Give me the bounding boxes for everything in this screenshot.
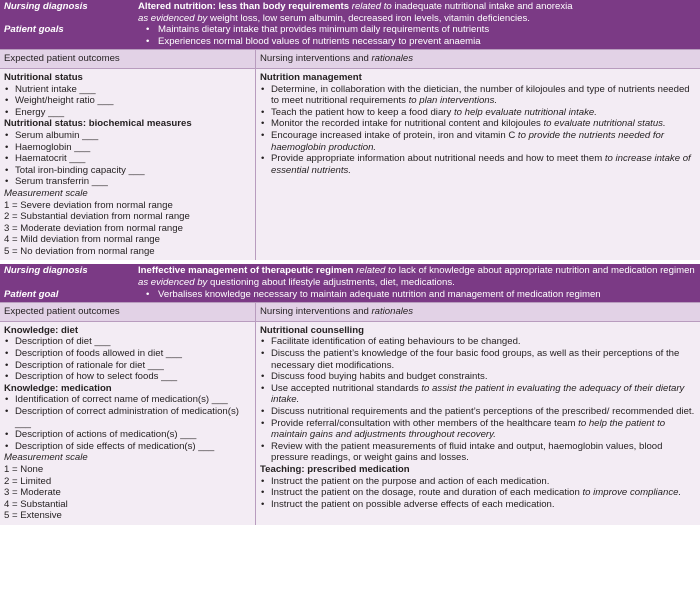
scale-item: 1 = None: [4, 463, 44, 475]
outcome-item: • Energy ___: [4, 107, 251, 119]
goal-item: • Experiences normal blood values of nutrients necessary to prevent anaemia: [138, 36, 696, 48]
scale-item: 4 = Substantial: [4, 498, 68, 510]
column-headers-2: [0, 302, 700, 322]
interventions-cell-1: [255, 69, 700, 261]
outcome-item: • Total iron-binding capacity ___: [4, 165, 251, 177]
intervention-item: • Teach the patient how to keep a food diary to help evaluate nutritional intake.: [260, 107, 696, 119]
outcome-item: • Description of how to select foods ___: [4, 371, 251, 383]
outcomes-column-header: Expected patient outcomes: [4, 53, 120, 65]
outcomes-cell-2: [0, 322, 255, 525]
goals-label: Patient goals: [4, 24, 64, 36]
goal-item: • Verbalises knowledge necessary to maintain adequate nutrition and management of medication regimen: [138, 289, 696, 301]
column-headers-1: [0, 49, 700, 69]
subheading: Knowledge: diet: [4, 324, 79, 336]
outcomes-cell-1: [0, 69, 255, 261]
outcome-item: • Serum albumin ___: [4, 130, 251, 142]
section-body-1: [0, 69, 700, 261]
diagnosis-label: Nursing diagnosis: [4, 265, 88, 277]
scale-item: 2 = Limited: [4, 475, 52, 487]
diagnosis-header-2: [0, 264, 700, 302]
outcome-item: • Description of correct administration of medication(s) ___: [4, 406, 251, 429]
intervention-item: • Instruct the patient on the dosage, route and duration of each medication to improve compliance.: [260, 487, 696, 499]
intervention-item: • Determine, in collaboration with the dietician, the number of kilojoules and type of nutrients needed to meet nutritional requirements to plan interventions.: [260, 84, 696, 107]
interventions-cell-2: [255, 322, 700, 525]
outcome-item: • Description of foods allowed in diet ___: [4, 348, 251, 360]
scale-item: 4 = Mild deviation from normal range: [4, 234, 160, 246]
interventions-column-header: Nursing interventions and rationales: [255, 50, 700, 68]
subheading: Nutritional counselling: [260, 324, 364, 336]
intervention-item: • Discuss food buying habits and budget constraints.: [260, 371, 696, 383]
subheading: Nutrition management: [260, 71, 362, 83]
intervention-item: • Instruct the patient on the purpose and action of each medication.: [260, 476, 696, 488]
goals-list: [138, 289, 696, 301]
scale-heading: Measurement scale: [4, 452, 88, 464]
outcome-item: • Nutrient intake ___: [4, 84, 251, 96]
outcome-item: • Serum transferrin ___: [4, 176, 251, 188]
diagnosis-text: Altered nutrition: less than body requirements related to inadequate nutritional intake and anorexia as evidenced by weight loss, low serum albumin, decreased iron levels, vitamin deficiencies.: [138, 1, 573, 24]
intervention-item: • Provide appropriate information about nutritional needs and how to meet them to increase intake of essential nutrients.: [260, 153, 696, 176]
outcome-item: • Description of rationale for diet ___: [4, 360, 251, 372]
subheading: Nutritional status: biochemical measures: [4, 118, 192, 130]
scale-item: 3 = Moderate: [4, 487, 61, 499]
intervention-item: • Instruct the patient on possible adverse effects of each medication.: [260, 499, 696, 511]
outcome-item: • Description of actions of medication(s) ___: [4, 429, 251, 441]
scale-heading: Measurement scale: [4, 187, 88, 199]
section-body-2: [0, 322, 700, 525]
outcome-item: • Haemoglobin ___: [4, 142, 251, 154]
scale-item: 5 = No deviation from normal range: [4, 245, 155, 257]
scale-item: 2 = Substantial deviation from normal range: [4, 211, 190, 223]
subheading: Teaching: prescribed medication: [260, 463, 410, 475]
interventions-column-header: Nursing interventions and rationales: [255, 303, 700, 321]
diagnosis-text: Ineffective management of therapeutic regimen related to lack of knowledge about appropriate nutrition and medication regimen as evidenced by questioning about lifestyle adjustments, diet, medications.: [138, 265, 695, 289]
subheading: Nutritional status: [4, 71, 83, 83]
intervention-item: • Discuss the patient’s knowledge of the four basic food groups, as well as their perceptions of the necessary diet modifications.: [260, 348, 696, 371]
outcome-item: • Weight/height ratio ___: [4, 95, 251, 107]
outcome-item: • Description of side effects of medication(s) ___: [4, 441, 251, 453]
goal-item: • Maintains dietary intake that provides minimum daily requirements of nutrients: [138, 24, 696, 36]
intervention-item: • Use accepted nutritional standards to assist the patient in evaluating the adequacy of their dietary intake.: [260, 383, 696, 406]
subheading: Knowledge: medication: [4, 382, 112, 394]
scale-item: 5 = Extensive: [4, 510, 62, 522]
intervention-item: • Discuss nutritional requirements and the patient’s perceptions of the prescribed/ recommended diet.: [260, 406, 696, 418]
intervention-item: • Provide referral/consultation with other members of the healthcare team to help the patient to maintain gains and adjustments throughout recovery.: [260, 418, 696, 441]
goal-label: Patient goal: [4, 288, 59, 300]
scale-item: 3 = Moderate deviation from normal range: [4, 222, 183, 234]
diagnosis-label: Nursing diagnosis: [4, 1, 88, 12]
outcome-item: • Identification of correct name of medication(s) ___: [4, 394, 251, 406]
outcome-item: • Haematocrit ___: [4, 153, 251, 165]
outcome-item: • Description of diet ___: [4, 336, 251, 348]
scale-item: 1 = Severe deviation from normal range: [4, 199, 173, 211]
outcomes-column-header: Expected patient outcomes: [4, 306, 120, 318]
intervention-item: • Review with the patient measurements of fluid intake and output, haemoglobin values, blood pressure readings, or weight gains and losses.: [260, 441, 696, 464]
diagnosis-header-1: [0, 0, 700, 49]
intervention-item: • Facilitate identification of eating behaviours to be changed.: [260, 336, 696, 348]
goals-list: [138, 24, 696, 47]
intervention-item: • Monitor the recorded intake for nutritional content and kilojoules to evaluate nutritional status.: [260, 118, 696, 130]
intervention-item: • Encourage increased intake of protein, iron and vitamin C to provide the nutrients needed for haemoglobin production.: [260, 130, 696, 153]
